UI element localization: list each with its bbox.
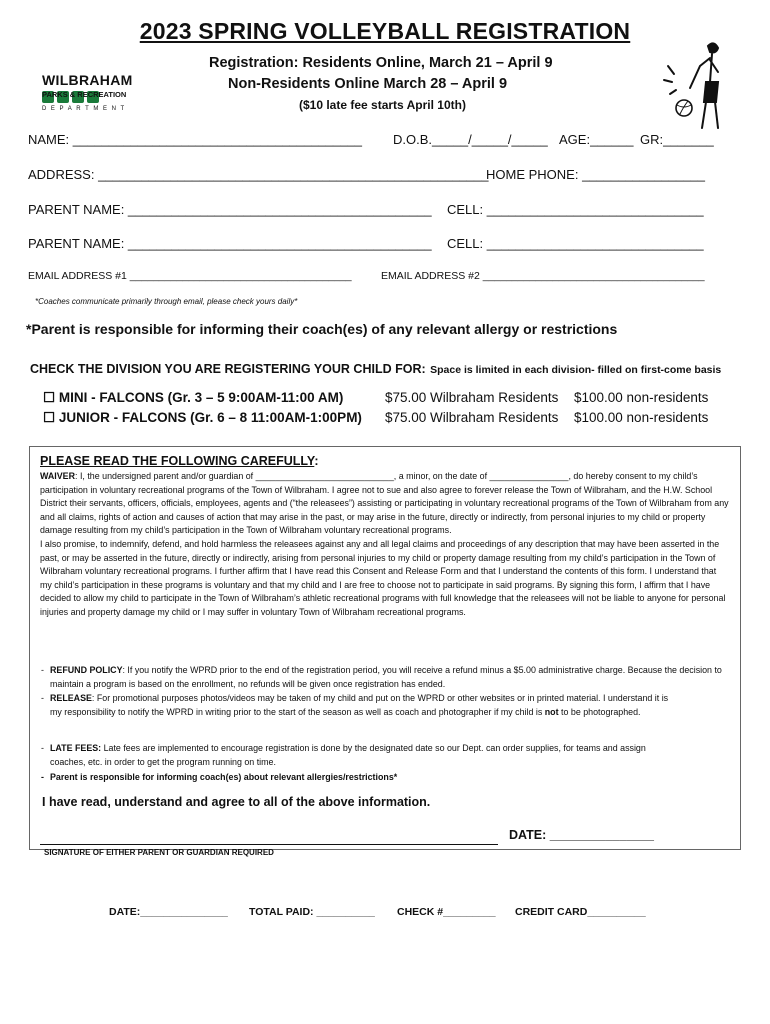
release-text-a: : For promotional purposes photos/videos may be taken of my child and put on the WPRD or other websites or in printed material. I understand it is my responsibility to notify the WPRD in writing prior to the start of the season as well as coach and photographer if my child is xyxy=(50,693,669,717)
late-fees-policy: - LATE FEES: Late fees are implemented to encourage registration is done by the designated date so our Dept. can order supplies, for teams and assign coaches, etc. in order to get the program running on time. xyxy=(41,743,646,767)
waiver-paragraph-1: : I, the undersigned parent and/or guardian of ____________________________, a minor, on the date of ________________, do hereby consent to my child’s participation in voluntary recreational programs of the Town of Wilbraham. I agree not to sue and also agree to forever release the Town of Wilbraham, and the H.W. School District their servants, officers, officials, employees, agents and (“the releasees”) assisting or participating in voluntary recreational programs of the Town of Wilbraham from any and all claims, rights of action and causes of action that may arise in the past, or may arise in the future, directly or indirectly, from personal injuries to my child or property damage resulting from my child’s participation in the Town of Wilbraham voluntary recreational programs. xyxy=(40,471,729,536)
logo-department: DEPARTMENT xyxy=(42,106,129,112)
division-heading-text: CHECK THE DIVISION YOU ARE REGISTERING YOUR CHILD FOR: xyxy=(30,362,426,376)
release-label: RELEASE xyxy=(50,693,92,703)
refund-text: : If you notify the WPRD prior to the end of the registration period, you will receive a refund minus a $5.00 administrative charge. Because the decision to maintain a program is based on the enrollment, no refunds will be given once registration has ended. xyxy=(50,665,722,689)
cell-field-2[interactable]: CELL: ______________________________ xyxy=(447,236,704,251)
page-title: 2023 SPRING VOLLEYBALL REGISTRATION xyxy=(139,18,631,44)
office-date-field[interactable]: DATE:_______________ xyxy=(109,906,228,918)
dob-field[interactable]: D.O.B._____/_____/_____ xyxy=(393,132,548,147)
office-total-paid-field[interactable]: TOTAL PAID: __________ xyxy=(249,906,375,918)
registration-residents: Registration: Residents Online, March 21 – April 9 xyxy=(209,55,553,71)
parent-name-field-1[interactable]: PARENT NAME: __________________________________________ xyxy=(28,202,432,217)
volleyball-player-icon xyxy=(660,36,732,136)
late-fee-notice: ($10 late fee starts April 10th) xyxy=(299,98,466,112)
waiver-heading xyxy=(40,454,318,468)
division-junior-nonresident-fee: $100.00 non-residents xyxy=(574,410,709,425)
release-not: not xyxy=(544,706,559,717)
coaches-note: *Coaches communicate primarily through email, please check yours daily* xyxy=(35,297,298,306)
late-fees-text: Late fees are implemented to encourage registration is done by the designated date so our Dept. can order supplies, for teams and assign coaches, etc. in order to get the program running on time. xyxy=(50,743,646,767)
agreement-statement: I have read, understand and agree to all of the above information. xyxy=(42,795,431,809)
office-credit-card-field[interactable]: CREDIT CARD__________ xyxy=(515,906,646,918)
registration-nonresidents: Non-Residents Online March 28 – April 9 xyxy=(228,76,508,92)
parent-responsibility-text: Parent is responsible for informing coach(es) about relevant allergies/restrictions* xyxy=(50,772,398,782)
waiver-heading-colon: : xyxy=(314,454,319,468)
release-policy: - RELEASE: For promotional purposes photos/videos may be taken of my child and put on the WPRD or other websites or in printed material. I understand it is my responsibility to notify the WPRD in writing prior to the start of the season as well as coach and photographer if my child is not to be photographed. xyxy=(41,693,669,717)
cell-field-1[interactable]: CELL: ______________________________ xyxy=(447,202,704,217)
division-junior-resident-fee: $75.00 Wilbraham Residents xyxy=(385,410,559,425)
division-mini-nonresident-fee: $100.00 non-residents xyxy=(574,390,709,405)
signature-line[interactable] xyxy=(40,844,498,845)
address-field[interactable]: ADDRESS: ______________________________________________________ xyxy=(28,167,489,182)
email-field-2[interactable]: EMAIL ADDRESS #2 ______________________________________ xyxy=(381,270,705,282)
division-junior-checkbox[interactable]: ☐ JUNIOR - FALCONS (Gr. 6 – 8 11:00AM-1:00PM) xyxy=(43,410,362,425)
release-text-b: to be photographed. xyxy=(558,706,641,717)
refund-policy: - REFUND POLICY: If you notify the WPRD prior to the end of the registration period, you will receive a refund minus a $5.00 administrative charge. Because the decision to maintain a program is based on the enrollment, no refunds will be given once registration has ended. xyxy=(41,665,722,689)
division-mini-checkbox[interactable]: ☐ MINI - FALCONS (Gr. 3 – 5 9:00AM-11:00 AM) xyxy=(43,390,344,405)
home-phone-field[interactable]: HOME PHONE: _________________ xyxy=(486,167,705,182)
waiver-label: WAIVER xyxy=(40,471,76,481)
signature-date-field[interactable]: DATE: _______________ xyxy=(509,828,655,842)
logo-subtitle: PARKS & RECREATION xyxy=(42,90,127,99)
division-heading xyxy=(30,360,721,378)
waiver-text xyxy=(40,470,730,620)
refund-label: REFUND POLICY xyxy=(50,665,123,675)
late-fees-label: LATE FEES: xyxy=(50,743,102,753)
age-field[interactable]: AGE:______ xyxy=(559,132,634,147)
email-field-1[interactable]: EMAIL ADDRESS #1 ______________________________________ xyxy=(28,270,352,282)
wilbraham-logo xyxy=(42,72,144,112)
waiver-paragraph-2: I also promise, to indemnify, defend, and hold harmless the releasees against any and all legal claims and proceedings of any description that may have been asserted in the past, or may be asserted in the future, directly or indirectly, arising from personal injuries to my child or property damage resulting from my child’s participation in the Town of Wilbraham voluntary recreational programs. I further affirm that I have read this Consent and Release Form and that I understand the contents of this form. I understand that my child’s participation in these programs is voluntary and that my child and I are free to choose not to participate in said programs. By signing this form, I affirm that I have decided to allow my child to participate in the Town of Wilbraham’s athletic recreational programs with full knowledge that the releasees will not be liable to anyone for personal injuries and property damage my child or I may suffer in voluntary Town of Wilbraham recreational programs. xyxy=(40,538,726,617)
grade-field[interactable]: GR:_______ xyxy=(640,132,714,147)
waiver-heading-text: PLEASE READ THE FOLLOWING CAREFULLY xyxy=(40,454,315,468)
parent-responsibility: - Parent is responsible for informing coach(es) about relevant allergies/restrictions* xyxy=(41,772,398,782)
logo-name: WILBRAHAM xyxy=(42,72,133,88)
parent-name-field-2[interactable]: PARENT NAME: __________________________________________ xyxy=(28,236,432,251)
allergy-notice: *Parent is responsible for informing their coach(es) of any relevant allergy or restrictions xyxy=(26,321,618,337)
signature-caption: SIGNATURE OF EITHER PARENT OR GUARDIAN REQUIRED xyxy=(44,848,274,857)
division-heading-note: Space is limited in each division- filled on first-come basis xyxy=(430,364,722,376)
office-check-field[interactable]: CHECK #_________ xyxy=(397,906,496,918)
division-mini-resident-fee: $75.00 Wilbraham Residents xyxy=(385,390,559,405)
name-field[interactable]: NAME: ________________________________________ xyxy=(28,132,362,147)
